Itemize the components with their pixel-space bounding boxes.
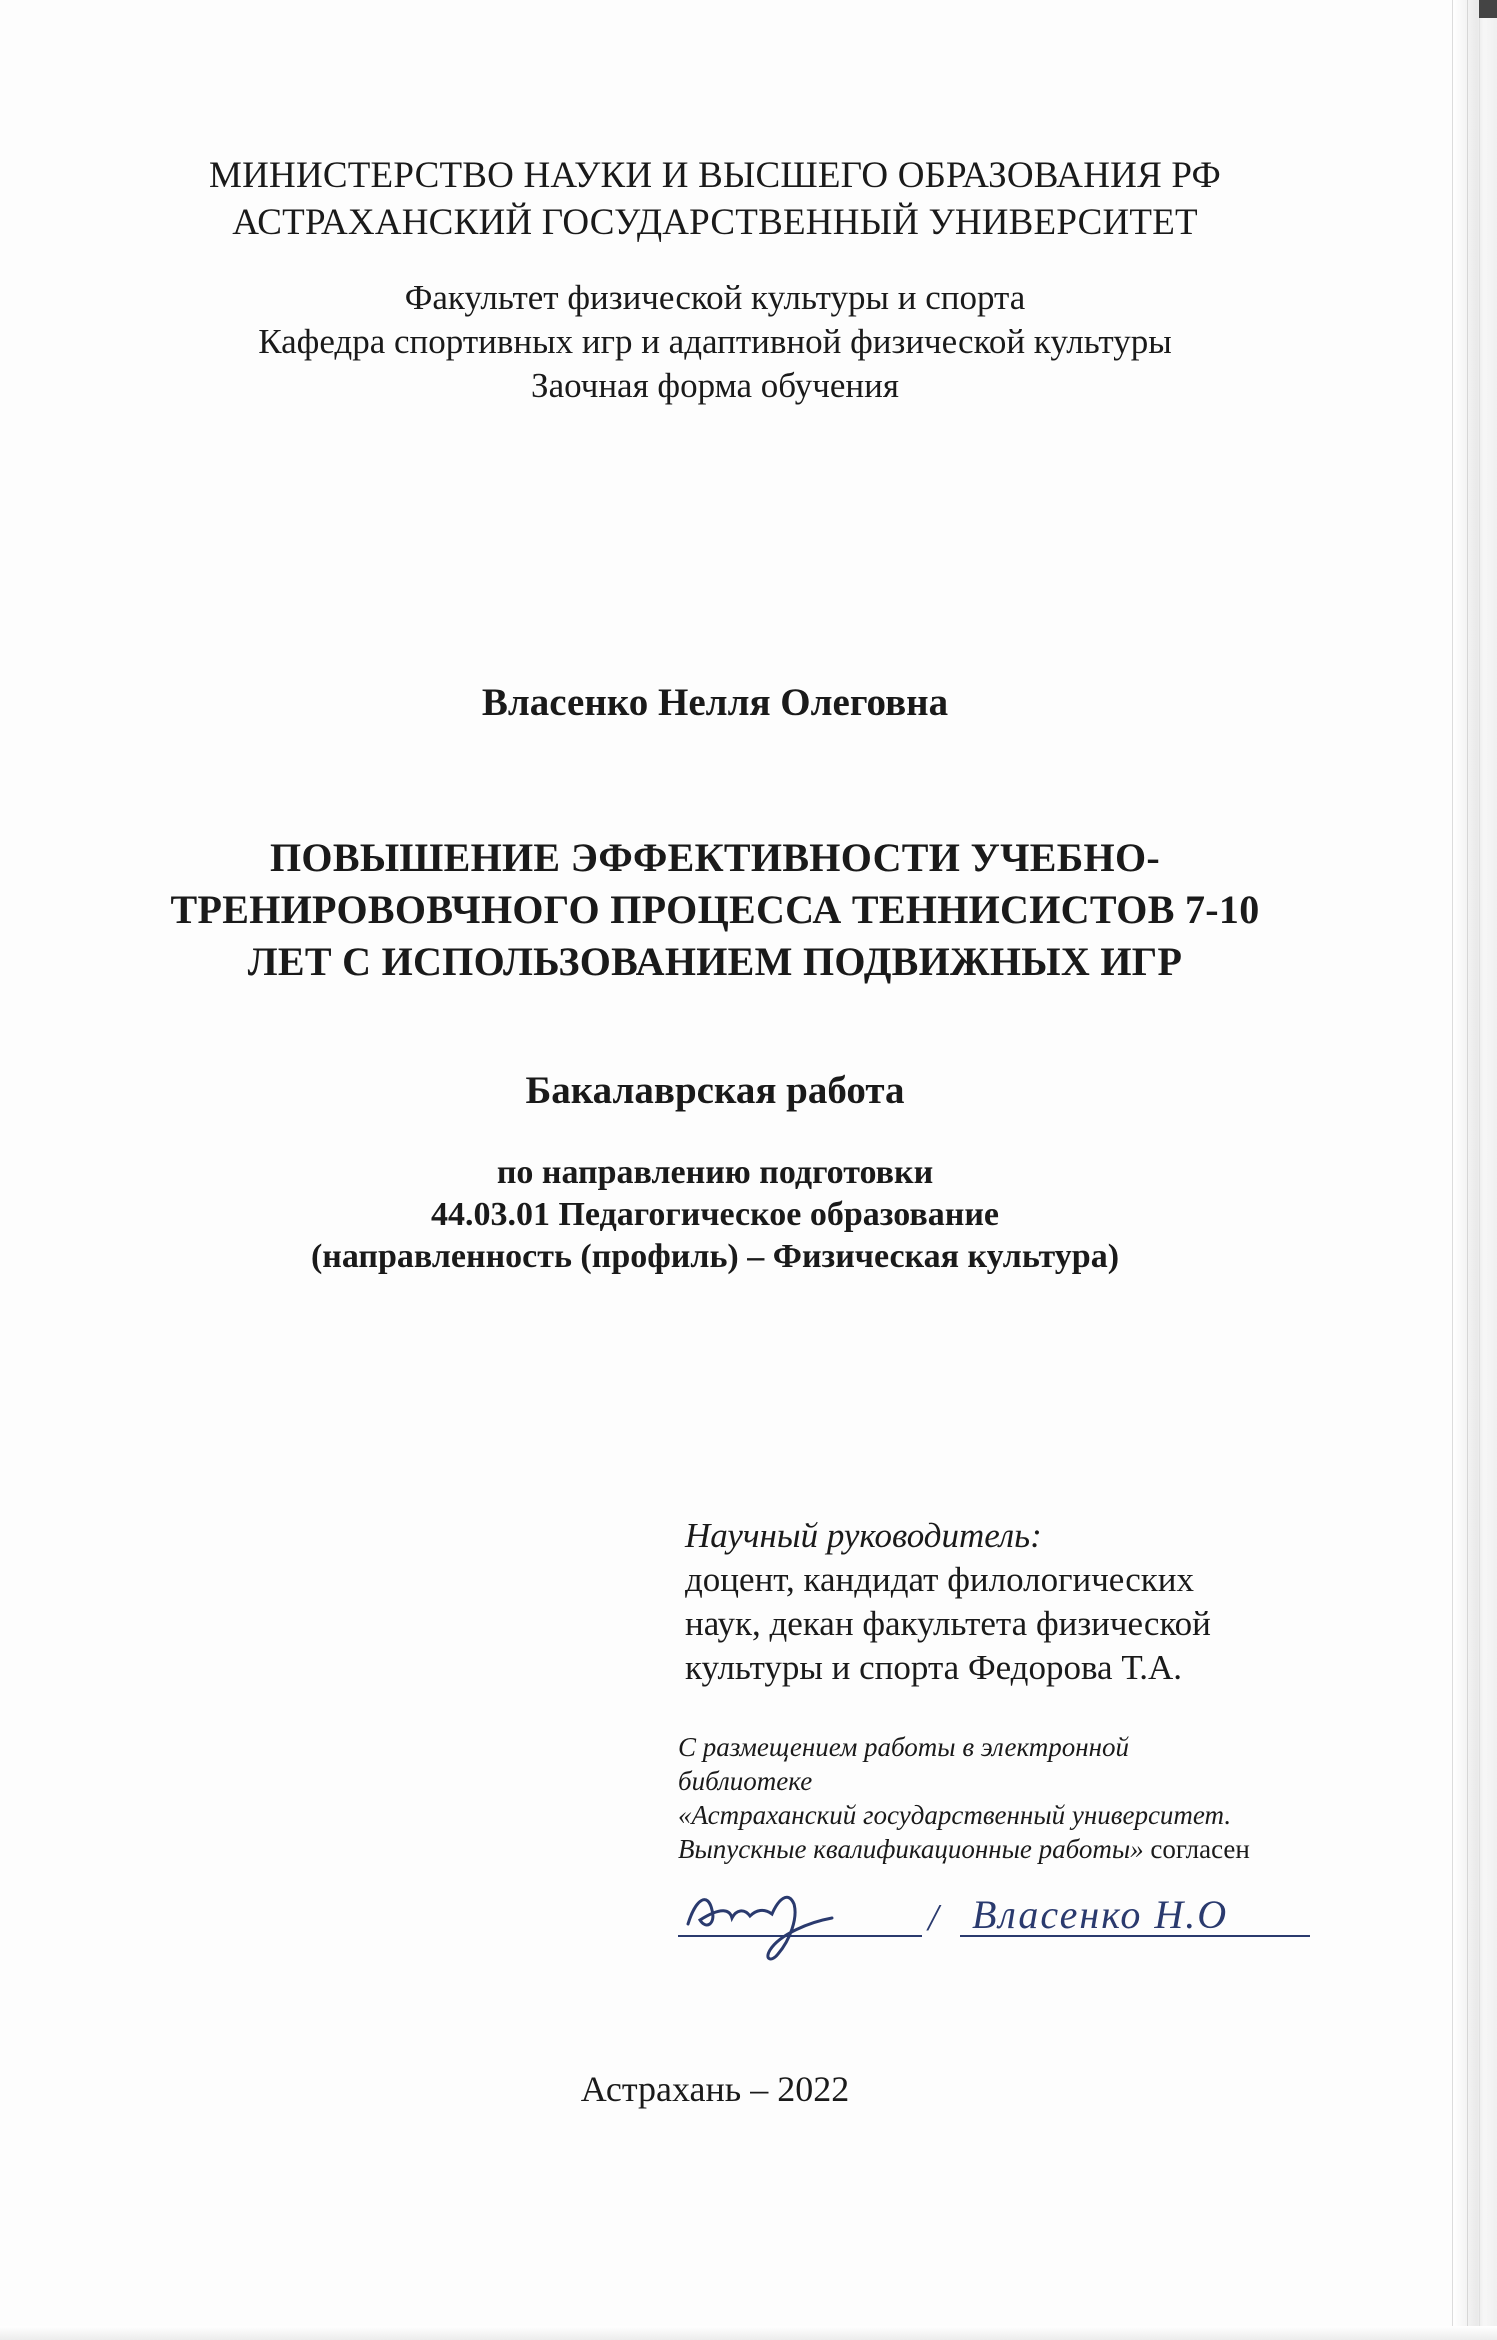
supervisor-label: Научный руководитель:	[685, 1516, 1042, 1555]
city-year: Астрахань – 2022	[580, 2069, 850, 2109]
consent-agree-text: согласен	[1150, 1834, 1250, 1864]
signature-separator: /	[928, 1897, 939, 1939]
study-direction	[0, 1152, 1430, 1278]
consent-line	[678, 1832, 1250, 1866]
consent-line: библиотеке	[678, 1766, 813, 1796]
thesis-title-line: ЛЕТ С ИСПОЛЬЗОВАНИЕМ ПОДВИЖНЫХ ИГР	[247, 939, 1183, 984]
department-name: Кафедра спортивных игр и адаптивной физической культуры	[258, 322, 1172, 361]
supervisor-line: доцент, кандидат филологических	[685, 1560, 1194, 1599]
consent-line: С размещением работы в электронной	[678, 1732, 1130, 1762]
consent-block	[678, 1730, 1250, 1866]
supervisor-line: культуры и спорта Федорова Т.А.	[685, 1648, 1182, 1687]
author-name: Власенко Нелля Олеговна	[481, 681, 949, 724]
scan-bottom-edge	[0, 2326, 1497, 2340]
thesis-title-line: ПОВЫШЕНИЕ ЭФФЕКТИВНОСТИ УЧЕБНО-	[270, 835, 1160, 880]
signature-area	[660, 1880, 1320, 1970]
scan-corner-mark	[1479, 0, 1497, 18]
ministry-name: МИНИСТЕРСТВО НАУКИ И ВЫСШЕГО ОБРАЗОВАНИЯ РФ	[209, 155, 1221, 196]
consent-italic-text: Выпускные квалификационные работы»	[678, 1834, 1144, 1864]
institution-header	[0, 152, 1430, 246]
supervisor-block	[685, 1514, 1211, 1690]
work-type: Бакалаврская работа	[525, 1069, 905, 1112]
thesis-title	[0, 832, 1430, 988]
direction-profile: (направленность (профиль) – Физическая культура)	[310, 1238, 1120, 1275]
handwritten-name: Власенко Н.О	[972, 1892, 1229, 1937]
consent-line: «Астраханский государственный университет.	[678, 1800, 1232, 1830]
direction-intro: по направлению подготовки	[496, 1154, 934, 1191]
faculty-name: Факультет физической культуры и спорта	[404, 278, 1026, 317]
supervisor-line: наук, декан факультета физической	[685, 1604, 1211, 1643]
study-form: Заочная форма обучения	[531, 366, 899, 405]
faculty-block	[0, 276, 1430, 408]
scan-edge	[1452, 0, 1497, 2340]
university-name: АСТРАХАНСКИЙ ГОСУДАРСТВЕННЫЙ УНИВЕРСИТЕТ	[232, 202, 1198, 243]
direction-code: 44.03.01 Педагогическое образование	[430, 1196, 1000, 1233]
thesis-title-line: ТРЕНИРОВОВЧНОГО ПРОЦЕССА ТЕННИСИСТОВ 7-10	[170, 887, 1260, 932]
handwritten-signature	[688, 1897, 832, 1959]
signature-drawing	[660, 1880, 1320, 1970]
